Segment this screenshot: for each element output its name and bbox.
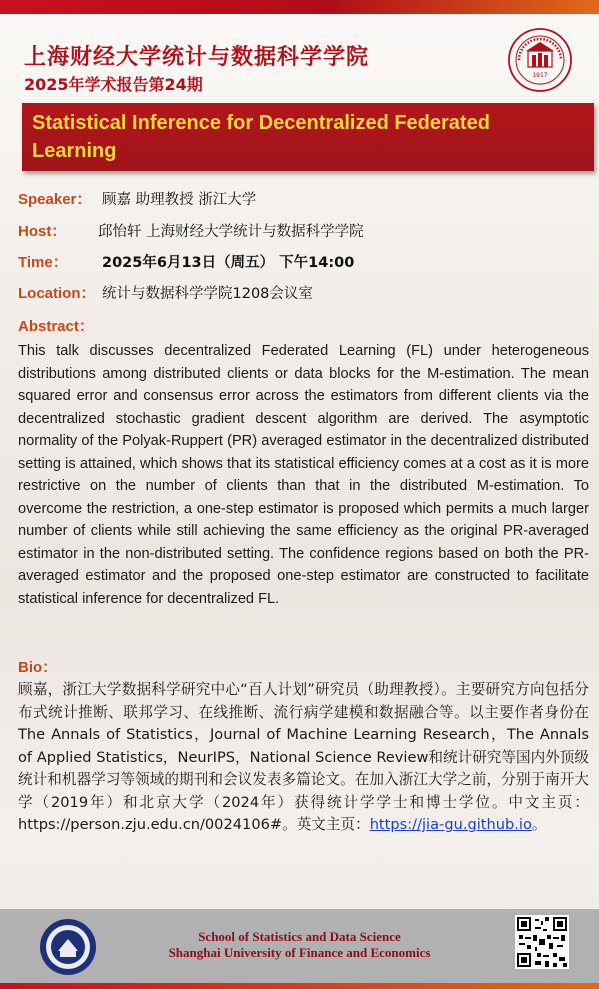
location-row (18, 282, 313, 306)
english-homepage-link[interactable]: https://jia-gu.github.io (369, 816, 532, 833)
abstract-text: This talk discusses decentralized Federated Learning (FL) under heterogeneous distributions among distributed clients or data blocks for the M-estimation. The mean squared error and consensus error across the estimators from different clients via the decentralized stochastic gradient descent algorithm are derived. The asymptotic normality of the Polyak-Ruppert (PR) averaged estimator in the decentralized distributed setting is attained, which shows that its statistical efficiency comes at a cost as it is more restrictive on the number of clients than that in the distributed M-estimation. To overcome the restriction, a one-step estimator is proposed which permits a much larger number of clients while still achieving the same efficiency as the original PR-averaged estimator in the non-distributed setting. The confidence regions based on both the PR-averaged estimator and the proposed one-step estimator are constructed to facilitate statistical inference for decentralized FL. (18, 343, 589, 607)
university-seal-icon (507, 27, 573, 93)
speaker-value: 顾嘉 助理教授 浙江大学 (102, 192, 257, 208)
abstract-label: Abstract： (18, 318, 94, 335)
footer-accent-bar (0, 983, 599, 989)
time-row (18, 251, 355, 275)
bio-label: Bio： (18, 659, 58, 676)
time-value: 2025年6月13日（周五） 下午14:00 (102, 255, 355, 271)
bio-body: 顾嘉，浙江大学数据科学研究中心“百人计划”研究员（助理教授）。主要研究方向包括分布式统计推断、联邦学习、在线推断、流行病学建模和数据融合等。以主要作者身份在The Annals of Statistics，Journal of Machine Learning Research，The Annals of Applied Statistics，NeurIPS，National Science Review和统计研究等国内外顶级统计和机器学习等领域的期刊和会议发表多篇论文。在加入浙江大学之前，分别于南开大学（2019年）和北京大学（2024年）获得统计学学士和博士学位。中文主页：https://person.zju.edu.cn/0024106#。英文主页： (18, 681, 589, 833)
bio-text (18, 679, 589, 837)
seal-year: 1917 (532, 72, 548, 79)
series-subtitle: 2025年学术报告第24期 (24, 75, 203, 94)
top-accent-bar (0, 0, 599, 14)
speaker-label: Speaker： (18, 191, 92, 208)
talk-title: Statistical Inference for Decentralized Federated Learning (32, 112, 490, 162)
talk-title-banner (22, 103, 594, 171)
host-value: 邱怡轩 上海财经大学统计与数据科学学院 (98, 224, 364, 240)
qr-code-icon[interactable] (515, 915, 569, 969)
bio-tail: 。 (531, 816, 547, 833)
location-label: Location： (18, 285, 96, 302)
footer-university-name: Shanghai University of Finance and Economics (168, 945, 431, 960)
footer (0, 909, 599, 989)
location-value: 统计与数据科学学院1208会议室 (102, 286, 313, 302)
speaker-row (18, 188, 257, 212)
school-title: 上海财经大学统计与数据科学学院 (24, 45, 370, 70)
host-row (18, 220, 364, 244)
time-label: Time： (18, 254, 68, 271)
host-label: Host： (18, 223, 67, 240)
footer-school-name: School of Statistics and Data Science (198, 929, 401, 944)
